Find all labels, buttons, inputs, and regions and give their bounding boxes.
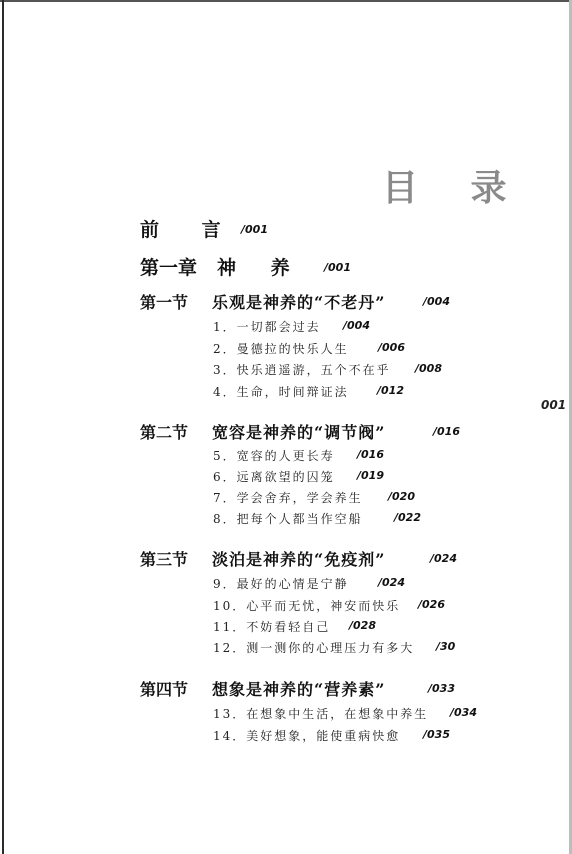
toc-item[interactable]: 9．最好的心情是宁静 <box>213 577 349 591</box>
chapter-page: /001 <box>324 261 351 274</box>
toc-section-3[interactable] <box>140 547 420 567</box>
toc-section-4[interactable] <box>140 677 420 697</box>
section-title: 宽容是神养的“调节阀” <box>212 423 386 442</box>
page-number: 001 <box>541 398 567 412</box>
toc-item-page: /034 <box>450 706 477 719</box>
chapter-name: 神 养 <box>217 257 304 279</box>
section-page: /024 <box>430 552 457 565</box>
toc-item-page: /006 <box>378 341 405 354</box>
toc-item-page: /30 <box>436 640 456 653</box>
toc-item[interactable]: 7．学会舍弃，学会养生 <box>213 491 363 505</box>
toc-item-page: /008 <box>415 362 442 375</box>
toc-item[interactable]: 10．心平而无忧，神安而快乐 <box>213 599 401 613</box>
toc-item[interactable]: 11．不妨看轻自己 <box>213 620 331 634</box>
toc-item-page: /019 <box>357 469 384 482</box>
toc-item-page: /020 <box>388 490 415 503</box>
toc-section-2[interactable] <box>140 420 420 440</box>
section-title: 淡泊是神养的“免疫剂” <box>212 550 386 569</box>
preface-label: 前 言 <box>140 219 239 241</box>
toc-item-page: /024 <box>378 576 405 589</box>
toc-item[interactable]: 4．生命，时间辩证法 <box>213 385 349 399</box>
toc-item[interactable]: 13．在想象中生活，在想象中养生 <box>213 707 429 721</box>
page-left-edge <box>2 0 4 854</box>
toc-preface[interactable] <box>140 215 239 242</box>
toc-item[interactable]: 8．把每个人都当作空船 <box>213 512 363 526</box>
toc-item[interactable]: 6．远离欲望的囚笼 <box>213 470 335 484</box>
section-label: 第一节 <box>140 293 189 312</box>
section-label: 第四节 <box>140 680 189 699</box>
section-page: /016 <box>433 425 460 438</box>
toc-item[interactable]: 12．测一测你的心理压力有多大 <box>213 641 415 655</box>
toc-item-page: /004 <box>343 319 370 332</box>
toc-item[interactable]: 2．曼德拉的快乐人生 <box>213 342 349 356</box>
toc-item[interactable]: 5．宽容的人更长寿 <box>213 449 335 463</box>
toc-item-page: /028 <box>349 619 376 632</box>
section-page: /033 <box>428 682 455 695</box>
section-title: 乐观是神养的“不老丹” <box>212 293 386 312</box>
chapter-label: 第一章 <box>140 257 198 279</box>
toc-item[interactable]: 14．美好想象，能使重病快愈 <box>213 729 401 743</box>
section-title: 想象是神养的“营养素” <box>212 680 386 699</box>
toc-item[interactable]: 3．快乐逍遥游，五个不在乎 <box>213 363 391 377</box>
toc-title: 目 录 <box>382 167 527 209</box>
toc-item[interactable]: 1．一切都会过去 <box>213 320 321 334</box>
toc-item-page: /026 <box>418 598 445 611</box>
section-label: 第二节 <box>140 423 189 442</box>
section-label: 第三节 <box>140 550 189 569</box>
toc-item-page: /016 <box>357 448 384 461</box>
toc-item-page: /035 <box>423 728 450 741</box>
section-page: /004 <box>423 295 450 308</box>
toc-item-page: /022 <box>394 511 421 524</box>
toc-section-1[interactable] <box>140 290 420 310</box>
preface-page: /001 <box>241 223 268 236</box>
toc-chapter[interactable] <box>140 253 304 280</box>
toc-item-page: /012 <box>377 384 404 397</box>
page-top-edge <box>0 0 572 2</box>
